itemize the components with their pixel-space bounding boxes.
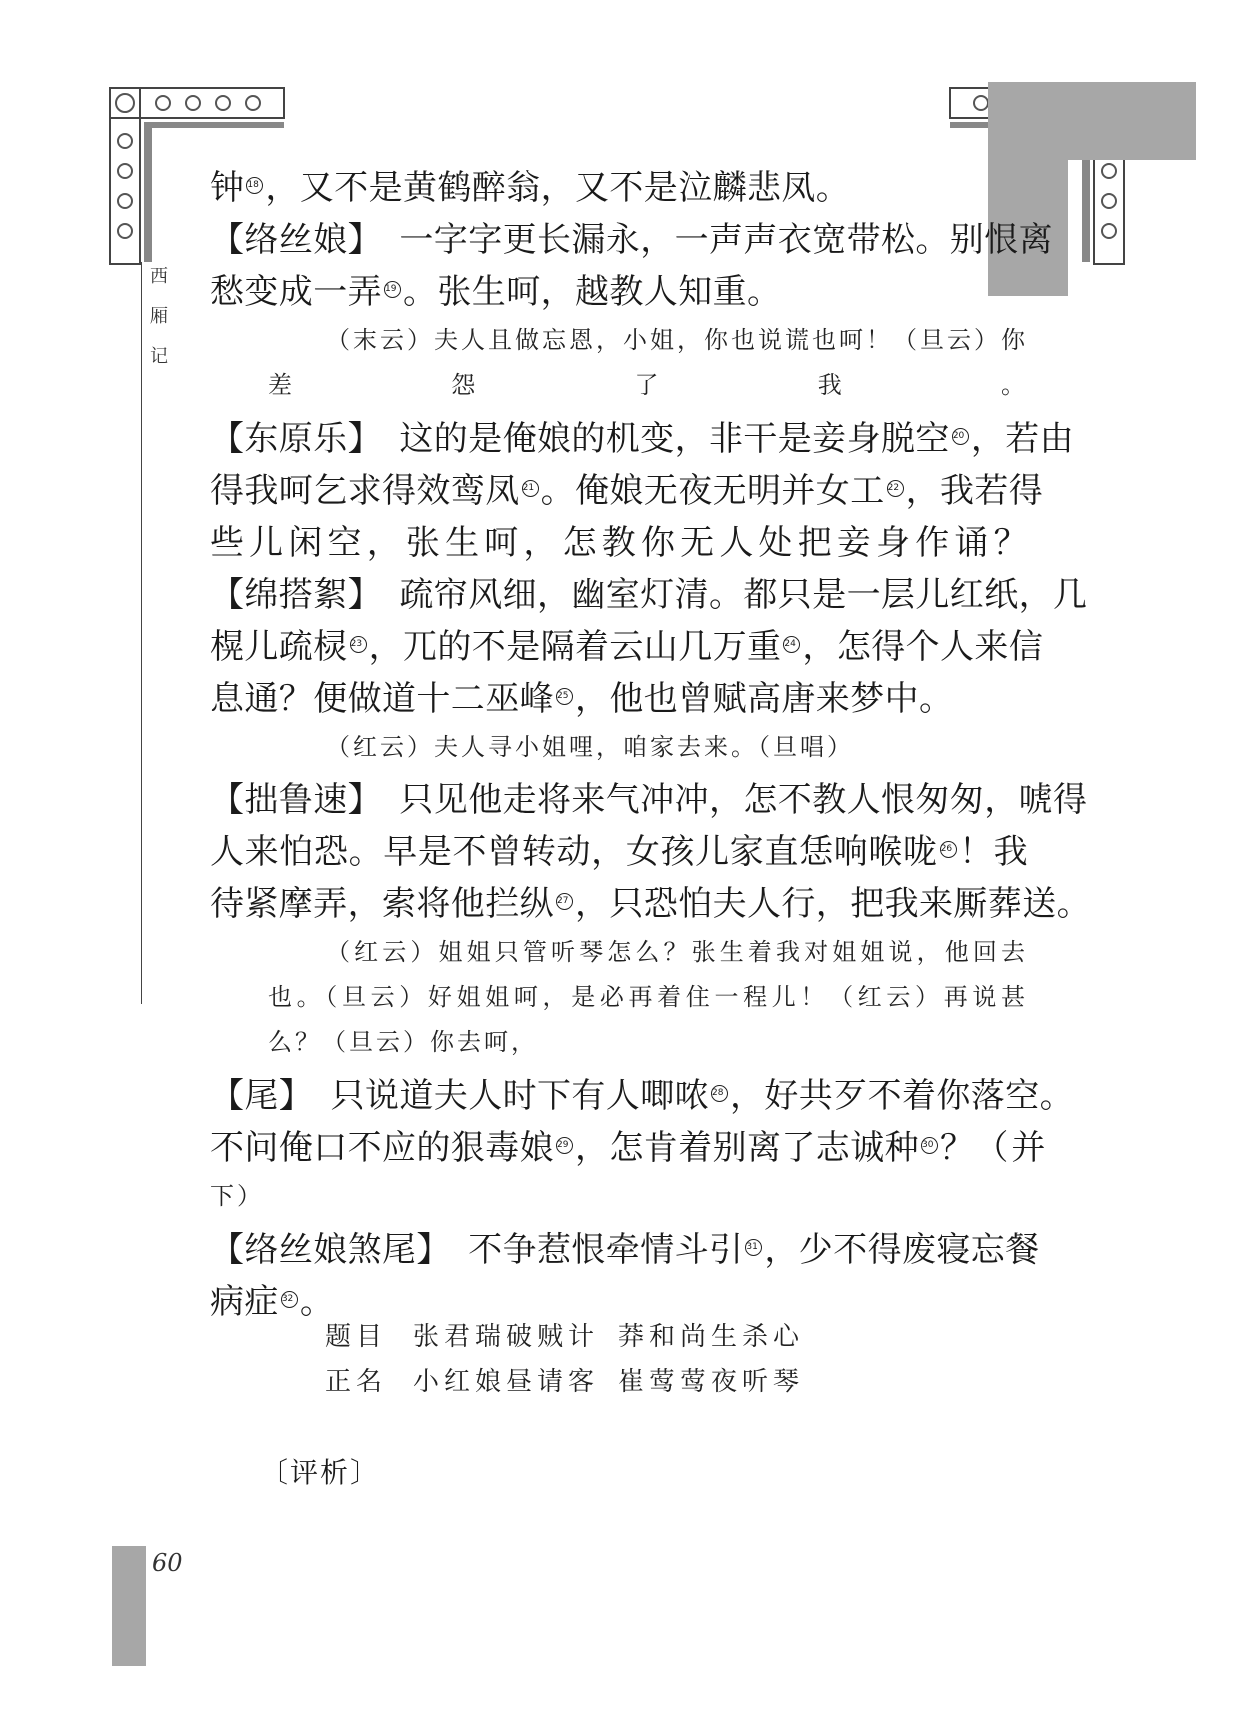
footnote-marker: 31	[745, 1239, 762, 1256]
title-line	[325, 1367, 804, 1397]
running-head	[147, 268, 171, 388]
footnote-marker: 29	[556, 1137, 573, 1154]
running-head-rule	[141, 262, 142, 1004]
text-run: 。	[299, 1282, 335, 1322]
dialogue-line	[268, 370, 1028, 400]
title-label: 正名	[325, 1367, 388, 1397]
text-run: 不问俺口不应的狠毒娘	[210, 1128, 554, 1168]
verse-line	[210, 1282, 1028, 1322]
verse-line	[210, 884, 1091, 924]
verse-line	[210, 1128, 1049, 1168]
text-run: 得我呵乞求得效鸾凤	[210, 471, 520, 511]
verse-line	[210, 220, 1053, 260]
text-run: 下）	[210, 1182, 264, 1210]
text-run: 【绵搭絮】 疏帘风细，幽室灯清。都只是一层儿红纸，几	[210, 575, 1088, 615]
dialogue-line	[210, 1181, 1028, 1211]
footnote-marker: 19	[384, 281, 401, 298]
text-run: ！我	[958, 832, 1028, 872]
running-head-char: 记	[150, 346, 168, 367]
stage-direction: （并	[974, 1128, 1049, 1168]
text-run: 【东原乐】 这的是俺娘的机变，非干是妾身脱空	[210, 419, 950, 459]
footnote-marker: 24	[783, 636, 800, 653]
text-run: （红云）姐姐只管听琴怎么？张生着我对姐姐说，他回去	[326, 938, 1028, 966]
dialogue-line	[326, 937, 1028, 967]
text-run: ，他也曾赋高唐来梦中。	[575, 679, 954, 719]
dialogue-line	[268, 982, 1028, 1012]
verse-line	[210, 1076, 1074, 1116]
title-phrase: 小红娘昼请客	[413, 1367, 600, 1397]
running-head-char: 厢	[150, 306, 168, 327]
text-run: 【拙鲁速】 只见他走将来气冲冲，怎不教人恨匆匆，唬得	[210, 780, 1088, 820]
footnote-marker: 18	[246, 177, 263, 194]
verse-line	[210, 627, 1044, 667]
verse-line	[210, 575, 1088, 615]
text-run: 【尾】 只说道夫人时下有人唧哝	[210, 1076, 709, 1116]
text-run: 差怨了我。	[268, 371, 1028, 399]
verse-line	[210, 168, 1028, 208]
text-run: 愁变成一弄	[210, 272, 382, 312]
title-phrase: 崔莺莺夜听琴	[618, 1367, 805, 1397]
text-run: ，怎得个人来信	[802, 627, 1044, 667]
title-phrase: 张君瑞破贼计	[413, 1322, 600, 1352]
dialogue-line	[326, 732, 1028, 762]
page-number-bar	[112, 1546, 146, 1666]
text-run: ？	[940, 1128, 975, 1168]
verse-line	[210, 419, 1075, 459]
running-head-char: 西	[150, 266, 168, 287]
text-run: 【络丝娘煞尾】 不争惹恨牵情斗引	[210, 1230, 744, 1270]
footnote-marker: 26	[940, 841, 957, 858]
verse-line	[210, 272, 1028, 312]
text-run: 人来怕恐。早是不曾转动，女孩儿家直恁响喉咙	[210, 832, 938, 872]
dialogue-line	[268, 1027, 1028, 1057]
footnote-marker: 21	[522, 480, 539, 497]
text-run: 些儿闲空，张生呵，怎教你无人处把妾身作诵？	[210, 523, 1028, 563]
text-run: 待紧摩弄，索将他拦纵	[210, 884, 554, 924]
text-run: 。张生呵，越教人知重。	[403, 272, 782, 312]
footnote-marker: 30	[921, 1137, 938, 1154]
title-label: 题目	[325, 1322, 388, 1352]
commentary-heading: 〔评析〕	[260, 1456, 381, 1489]
text-run: 病症	[210, 1282, 279, 1322]
footnote-marker: 22	[887, 480, 904, 497]
verse-line	[210, 679, 1028, 719]
text-run: ，又不是黄鹤醉翁，又不是泣麟悲凤。	[265, 168, 851, 208]
text-run: 么？（旦云）你去呵，	[268, 1028, 538, 1056]
text-run: 【络丝娘】 一字字更长漏永，一声声衣宽带松。别恨离	[210, 220, 1053, 260]
text-run: ，兀的不是隔着云山几万重	[368, 627, 782, 667]
text-run: （末云）夫人且做忘恩，小姐，你也说谎也呵！（旦云）你	[326, 326, 1028, 354]
verse-line	[210, 471, 1044, 511]
footnote-marker: 20	[952, 428, 969, 445]
title-line	[325, 1322, 804, 1352]
text-run: 息通？便做道十二巫峰	[210, 679, 554, 719]
title-phrase: 莽和尚生杀心	[618, 1322, 805, 1352]
text-run: 榥儿疏棂	[210, 627, 348, 667]
text-run: ，我若得	[905, 471, 1044, 511]
verse-line	[210, 780, 1088, 820]
text-run: ，若由	[970, 419, 1075, 459]
footnote-marker: 32	[281, 1291, 298, 1308]
verse-line	[210, 1230, 1040, 1270]
footnote-marker: 25	[556, 688, 573, 705]
text-run: ，怎肯着别离了志诚种	[575, 1128, 919, 1168]
text-run: （红云）夫人寻小姐哩，咱家去来。（旦唱）	[326, 733, 854, 761]
footnote-marker: 28	[711, 1085, 728, 1102]
dialogue-line	[326, 325, 1028, 355]
footnote-marker: 23	[350, 636, 367, 653]
text-run: ，只恐怕夫人行，把我来厮葬送。	[575, 884, 1091, 924]
text-run: ，好共歹不着你落空。	[730, 1076, 1074, 1116]
footnote-marker: 27	[556, 893, 573, 910]
text-run: 。俺娘无夜无明并女工	[540, 471, 885, 511]
page-number: 60	[152, 1549, 183, 1577]
text-run: ，少不得废寝忘餐	[764, 1230, 1040, 1270]
verse-line	[210, 832, 1028, 872]
verse-line	[210, 523, 1028, 563]
text-run: 也。（旦云）好姐姐呵，是必再着住一程儿！（红云）再说甚	[268, 983, 1028, 1011]
text-run: 钟	[210, 168, 245, 208]
